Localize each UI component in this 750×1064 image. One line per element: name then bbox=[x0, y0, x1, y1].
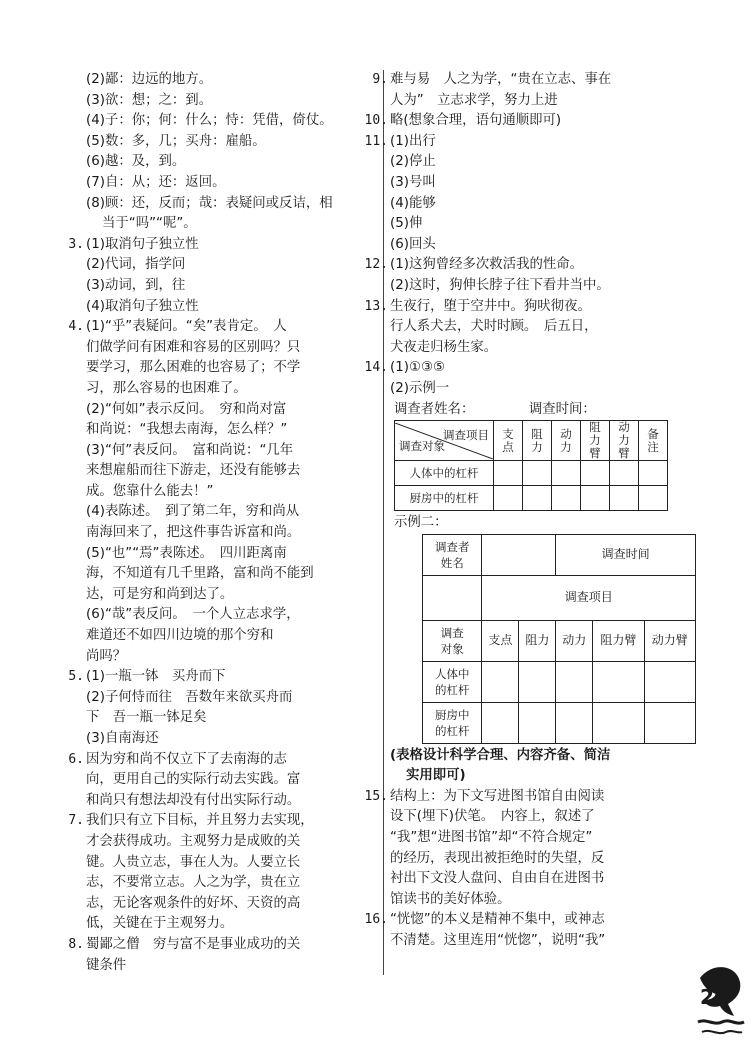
text-line: (3)号叫 bbox=[390, 174, 436, 190]
right-column bbox=[364, 70, 696, 952]
question-3 bbox=[68, 235, 386, 317]
diagonal-header-cell bbox=[395, 421, 494, 461]
table-row bbox=[423, 620, 696, 661]
question-14 bbox=[364, 358, 696, 787]
text-line: 人为” 立志求学，努力上进 bbox=[390, 92, 558, 108]
table-cell: 调查项目 bbox=[482, 575, 696, 620]
question-number: 6. bbox=[68, 751, 84, 767]
question-16 bbox=[364, 910, 696, 951]
question-number: 8. bbox=[68, 936, 84, 952]
table-row-label: 人体中的杠杆 bbox=[423, 661, 482, 702]
question-number: 10. bbox=[364, 113, 388, 129]
table-cell: 动力臂 bbox=[644, 620, 695, 661]
table-row bbox=[423, 575, 696, 620]
text-line: 达，可是穷和尚到达了。 bbox=[86, 586, 234, 602]
question-6 bbox=[68, 750, 386, 812]
text-line: (3)“何”表反问。 富和尚说：“几年 bbox=[86, 442, 294, 458]
question-number: 11. bbox=[364, 133, 388, 149]
text-line: 实用即可) bbox=[406, 768, 466, 784]
question-8 bbox=[68, 935, 386, 976]
text-line: (1)这狗曾经多次救活我的性命。 bbox=[390, 257, 584, 273]
text-line: 下 吾一瓶一钵足矣 bbox=[86, 710, 207, 726]
text-line: 来想雇船而往下游走，还没有能够去 bbox=[86, 463, 301, 479]
text-line: 尚吗？ bbox=[86, 648, 127, 664]
table-cell: 调查时间 bbox=[556, 534, 696, 575]
question-9 bbox=[372, 70, 696, 111]
text-line: 设下(埋下)伏笔。 内容上，叙述了 bbox=[390, 809, 595, 825]
text-line: 结构上：为下文写进图书馆自由阅读 bbox=[390, 788, 605, 804]
text-line: (5)“也”“焉”表陈述。 四川距离南 bbox=[86, 545, 287, 561]
question-7 bbox=[68, 811, 386, 935]
text-line: (3)自南海还 bbox=[86, 731, 159, 746]
question-15 bbox=[364, 787, 696, 911]
text-line: 成。您靠什么能去！” bbox=[86, 483, 214, 499]
table-header-cell: 阻力臂 bbox=[581, 421, 610, 461]
text-line: 志，不要常立志。人之为学，贵在立 bbox=[86, 875, 301, 891]
table-row bbox=[395, 461, 668, 486]
text-line: 和尚说：“我想去南海，怎么样？” bbox=[86, 422, 288, 438]
question-13 bbox=[364, 297, 696, 359]
text-line: (7)自：从；还：返回。 bbox=[86, 174, 226, 190]
text-line: 习，那么容易的也困难了。 bbox=[86, 380, 247, 396]
text-line: 馆读书的美好体验。 bbox=[390, 891, 511, 907]
table-cell: 阻力臂 bbox=[593, 620, 644, 661]
text-line: 难道还不如四川边境的那个穷和 bbox=[86, 628, 274, 644]
survey-header bbox=[394, 400, 696, 421]
text-line: (8)顾：还，反而；哉：表疑问或反诘，相 bbox=[86, 195, 333, 211]
survey-time-label: 调查时间： bbox=[528, 401, 596, 417]
text-line: (2)示例一 bbox=[390, 380, 450, 396]
text-line: 键条件 bbox=[86, 957, 127, 973]
text-line: (6)回头 bbox=[390, 236, 436, 252]
text-line: 当于“吗”“呢”。 bbox=[102, 216, 197, 232]
table-cell: 调查者姓名 bbox=[423, 534, 482, 575]
text-line: (2)鄙：边远的地方。 bbox=[86, 72, 213, 87]
question-number: 3. bbox=[68, 236, 84, 252]
text-line: (2)停止 bbox=[390, 154, 436, 170]
table-cell: 调查对象 bbox=[423, 620, 482, 661]
text-line: 们做学问有困难和容易的区别吗？只 bbox=[86, 339, 301, 355]
text-line: (6)“哉”表反问。 一个人立志求学， bbox=[86, 607, 300, 623]
text-line: (2)“何如”表示反问。 穷和尚对富 bbox=[86, 401, 287, 417]
text-line: 我们只有立下目标，并且努力去实现， bbox=[86, 813, 314, 829]
text-line: (表格设计科学合理、内容齐备、简洁 bbox=[390, 747, 611, 763]
table-header-cell: 动力臂 bbox=[610, 421, 639, 461]
question-5 bbox=[68, 667, 386, 749]
question-number: 13. bbox=[364, 298, 388, 314]
survey-table-example-2 bbox=[422, 534, 696, 744]
text-line: 犬夜走归杨生家。 bbox=[390, 339, 498, 355]
diag-bottom-label: 调查对象 bbox=[399, 439, 445, 453]
table-header-row bbox=[395, 421, 668, 461]
text-line: “我”想“进图书馆”却“不符合规定” bbox=[390, 830, 593, 846]
table-header-cell: 动力 bbox=[552, 421, 581, 461]
text-line: (1)出行 bbox=[390, 133, 436, 149]
text-line: (5)数：多，几；买舟：雇船。 bbox=[86, 133, 266, 149]
table-row bbox=[395, 486, 668, 511]
table-cell: 阻力 bbox=[519, 620, 556, 661]
text-line: (4)取消句子独立性 bbox=[86, 298, 199, 314]
table-row-label: 人体中的杠杆 bbox=[395, 461, 494, 486]
text-line: (2)代词，指学问 bbox=[86, 257, 186, 273]
text-line: 键。人贵立志，事在人为。人要立长 bbox=[86, 854, 301, 870]
text-line: (5)伸 bbox=[390, 216, 423, 232]
question-number: 9. bbox=[372, 72, 388, 87]
text-line: (3)动词，到，往 bbox=[86, 277, 186, 293]
text-line: 行人系犬去，犬时时顾。 后五日， bbox=[390, 319, 598, 335]
text-line: (4)表陈述。 到了第二年，穷和尚从 bbox=[86, 504, 300, 520]
table-row-label: 厨房中的杠杆 bbox=[423, 702, 482, 743]
text-line: 和尚只有想法却没有付出实际行动。 bbox=[86, 792, 301, 808]
question-11 bbox=[364, 132, 696, 256]
text-line: (1)①③⑤ bbox=[390, 360, 445, 376]
table-cell: 动力 bbox=[556, 620, 593, 661]
text-line: (1)取消句子独立性 bbox=[86, 236, 199, 252]
table-header-cell: 支点 bbox=[494, 421, 523, 461]
text-line: 衬出下文没人盘问、自由自在进图书 bbox=[390, 871, 605, 887]
table-header-cell: 阻力 bbox=[523, 421, 552, 461]
text-line: (1)“乎”表疑问。“矣”表肯定。 人 bbox=[86, 319, 287, 335]
text-line: (4)子：你；何：什么；恃：凭借，倚仗。 bbox=[86, 113, 333, 129]
text-line: “恍惚”的本义是精神不集中，或神志 bbox=[390, 912, 605, 928]
text-line: (4)能够 bbox=[390, 195, 436, 211]
question-4 bbox=[68, 317, 386, 667]
text-line: 向，更用自己的实际行动去实践。富 bbox=[86, 772, 301, 788]
text-line: 生夜行，堕于空井中。狗吠彻夜。 bbox=[390, 298, 591, 314]
table-row-label: 厨房中的杠杆 bbox=[395, 486, 494, 511]
text-line: 低，关键在于主观努力。 bbox=[86, 916, 234, 932]
table-row bbox=[423, 661, 696, 702]
table-header-cell: 备注 bbox=[639, 421, 668, 461]
question-number: 15. bbox=[364, 788, 388, 804]
table-row bbox=[423, 534, 696, 575]
question-number: 12. bbox=[364, 257, 388, 273]
question-number: 14. bbox=[364, 360, 388, 376]
table-row bbox=[423, 702, 696, 743]
text-line: (3)欲：想；之：到。 bbox=[86, 92, 213, 108]
text-line: 因为穷和尚不仅立下了去南海的志 bbox=[86, 751, 287, 767]
table-cell: 支点 bbox=[482, 620, 519, 661]
question-number: 16. bbox=[364, 912, 388, 928]
text-line: (2)这时，狗伸长脖子往下看井当中。 bbox=[390, 277, 610, 293]
survey-table-example-1 bbox=[394, 420, 668, 511]
question-number: 4. bbox=[68, 319, 84, 335]
text-line: 志，无论客观条件的好坏、天资的高 bbox=[86, 895, 301, 911]
text-line: 难与易 人之为学，“贵在立志、事在 bbox=[390, 72, 612, 87]
q2-continued bbox=[86, 70, 386, 235]
text-line: 才会获得成功。主观努力是成败的关 bbox=[86, 833, 301, 849]
diag-top-label: 调查项目 bbox=[443, 427, 489, 442]
text-line: (6)越：及，到。 bbox=[86, 154, 186, 170]
text-line: 蜀鄙之僧 穷与富不是事业成功的关 bbox=[86, 936, 301, 952]
text-line: 海，不知道有几千里路，富和尚不能到 bbox=[86, 566, 314, 582]
question-number: 7. bbox=[68, 813, 84, 829]
example-2-label: 示例二： bbox=[394, 515, 448, 531]
text-line: (2)子何恃而往 吾数年来欲买舟而 bbox=[86, 689, 293, 705]
page-number: 26 bbox=[700, 985, 728, 1009]
text-line: 南海回来了，把这件事告诉富和尚。 bbox=[86, 525, 301, 541]
question-10 bbox=[364, 111, 696, 132]
text-line: 的经历，表现出被拒绝时的失望，反 bbox=[390, 850, 605, 866]
left-column bbox=[68, 70, 386, 976]
text-line: 不清楚。这里连用“恍惚”，说明“我” bbox=[390, 933, 606, 949]
question-12 bbox=[364, 255, 696, 296]
text-line: 要学习，那么困难的也容易了；不学 bbox=[86, 360, 301, 376]
surveyor-label: 调查者姓名： bbox=[394, 401, 475, 417]
text-line: 略(想象合理，语句通顺即可) bbox=[390, 113, 562, 129]
question-number: 5. bbox=[68, 669, 84, 685]
text-line: (1)一瓶一钵 买舟而下 bbox=[86, 669, 226, 685]
